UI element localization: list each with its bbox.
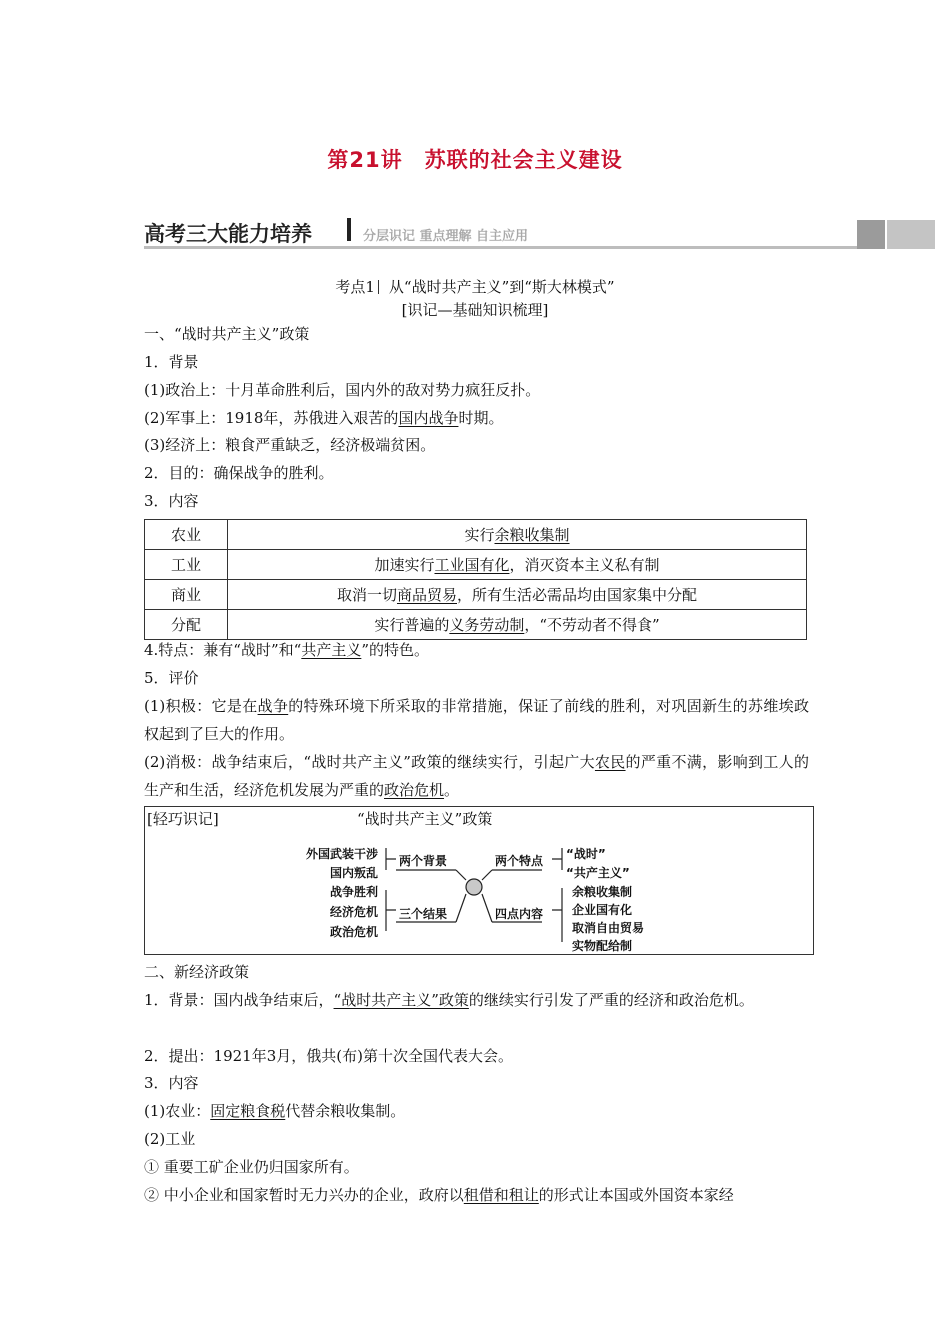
section2-agriculture: (1)农业：固定粮食税代替余粮收集制。	[144, 1102, 406, 1120]
section2-background: 1．背景：国内战争结束后，“战时共产主义”政策的继续实行引发了严重的经济和政治危机。	[144, 991, 754, 1009]
memo-title: “战时共产主义”政策	[357, 810, 493, 828]
table-cell-key: 商业	[145, 580, 228, 610]
diagram-left-label: 政治危机	[329, 925, 378, 939]
section2-heading: 二、新经济政策	[144, 963, 250, 981]
table-cell-value: 实行余粮收集制	[228, 520, 807, 550]
section1-heading: 一、“战时共产主义”政策	[144, 325, 310, 343]
section2-content-heading: 3．内容	[144, 1074, 199, 1092]
section1-content-heading: 3．内容	[144, 492, 199, 510]
diagram-right-label: “共产主义”	[566, 866, 630, 880]
diagram-right-label: 余粮收集制	[572, 885, 633, 899]
banner-block-light	[887, 220, 935, 249]
section1-eval-2: (2)消极：战争结束后，“战时共产主义”政策的继续实行，引起广大农民的严重不满，影响到工人的生产和生活，经济危机发展为严重的政治危机。	[144, 753, 809, 799]
table-cell-value: 实行普遍的义务劳动制，“不劳动者不得食”	[228, 610, 807, 640]
section1-background-2: (2)军事上：1918年，苏俄进入艰苦的国内战争时期。	[144, 409, 504, 427]
section1-purpose: 2．目的：确保战争的胜利。	[144, 464, 334, 482]
section2-proposed: 2．提出：1921年3月，俄共(布)第十次全国代表大会。	[144, 1047, 513, 1065]
kaodian-label: 考点1	[335, 278, 375, 296]
diagram-left-label: 外国武装干涉	[305, 847, 378, 861]
kaodian-bar	[378, 280, 379, 294]
diagram-node-feature: 两个特点	[495, 854, 544, 868]
table-cell-key: 分配	[145, 610, 228, 640]
diagram-right-label: “战时”	[566, 847, 606, 861]
diagram-left-label: 战争胜利	[329, 885, 378, 899]
table-cell-key: 农业	[145, 520, 228, 550]
diagram-right-label: 企业国有化	[572, 903, 633, 917]
diagram-node-result: 三个结果	[399, 907, 448, 921]
diagram-right-label: 实物配给制	[572, 939, 633, 953]
banner-subtitle: 分层识记 重点理解 自主应用	[363, 229, 529, 244]
banner-title: 高考三大能力培养	[144, 222, 312, 246]
section1-feature: 4.特点：兼有“战时”和“共产主义”的特色。	[144, 641, 430, 659]
diagram-node-content: 四点内容	[495, 907, 544, 921]
section1-background-3: (3)经济上：粮食严重缺乏，经济极端贫困。	[144, 436, 436, 454]
diagram-node-background: 两个背景	[399, 854, 448, 868]
section1-eval-heading: 5．评价	[144, 669, 199, 687]
banner-separator	[347, 218, 351, 241]
section1-eval-1: (1)积极：它是在战争的特殊环境下所采取的非常措施，保证了前线的胜利，对巩固新生的苏维埃政权起到了巨大的作用。	[144, 697, 809, 743]
table-cell-value: 加速实行工业国有化，消灭资本主义私有制	[228, 550, 807, 580]
memo-label: [轻巧识记]	[147, 810, 219, 828]
section2-industry-heading: (2)工业	[144, 1130, 196, 1148]
kaodian-heading	[0, 277, 950, 297]
section1-background-1: (1)政治上：十月革命胜利后，国内外的敌对势力疯狂反扑。	[144, 381, 541, 399]
mind-map-center-node	[466, 879, 482, 895]
diagram-left-label: 经济危机	[329, 905, 378, 919]
section2-industry-1: ① 重要工矿企业仍归国家所有。	[144, 1158, 359, 1176]
table-cell-value: 取消一切商品贸易，所有生活必需品均由国家集中分配	[228, 580, 807, 610]
keyword: 国内战争	[398, 409, 459, 427]
banner-rule	[144, 246, 857, 249]
table-row	[145, 610, 807, 640]
diagram-left-label: 国内叛乱	[329, 866, 378, 880]
table-cell-key: 工业	[145, 550, 228, 580]
page-title: 第21讲 苏联的社会主义建设	[327, 148, 623, 172]
banner-block-dark	[857, 220, 885, 249]
kaodian-title: 从“战时共产主义”到“斯大林模式”	[388, 278, 615, 296]
table-row	[145, 520, 807, 550]
table-row	[145, 550, 807, 580]
diagram-right-label: 取消自由贸易	[572, 921, 645, 935]
section1-background-heading: 1．背景	[144, 353, 199, 371]
table-row	[145, 580, 807, 610]
content-table	[144, 519, 807, 640]
kaodian-subtitle: [识记—基础知识梳理]	[401, 301, 549, 319]
section2-industry-2: ② 中小企业和国家暂时无力兴办的企业，政府以租借和租让的形式让本国或外国资本家经	[144, 1186, 734, 1204]
